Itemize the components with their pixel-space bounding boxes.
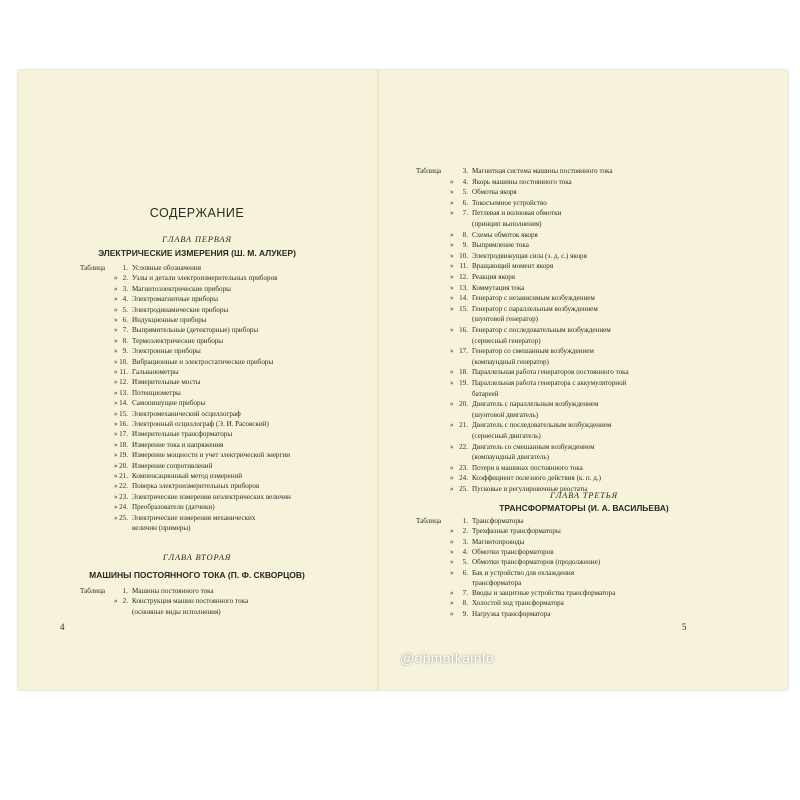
toc-entry-mark: »: [114, 295, 118, 304]
toc-entry-number: 3.: [462, 167, 468, 175]
toc-entry-number: 8.: [462, 230, 468, 239]
toc-entry-number: 2.: [462, 527, 468, 536]
toc-entry-title: Вращающий момент якоря: [472, 262, 554, 271]
toc-entry-number: 10.: [459, 251, 468, 260]
toc-entry-title: величин (примеры): [132, 524, 191, 532]
toc-entry-number: 12.: [119, 378, 128, 387]
toc-entry-mark: »: [450, 262, 454, 271]
toc-entry: [416, 263, 786, 273]
toc-entry-mark: »: [450, 177, 454, 186]
toc-entry: [80, 598, 370, 608]
toc-entry-number: 18.: [119, 440, 128, 449]
toc-entry: [80, 400, 370, 410]
toc-entry: [80, 483, 370, 493]
toc-entry-number: 4.: [122, 295, 128, 304]
chapter-1-title: ЭЛЕКТРИЧЕСКИЕ ИЗМЕРЕНИЯ (Ш. М. АЛУКЕР): [98, 248, 296, 258]
toc-entry-title: Генератор с параллельным возбуждением: [472, 304, 598, 313]
toc-entry-title: Обмотка якоря: [472, 188, 517, 197]
toc-entry-mark: »: [114, 336, 118, 345]
toc-entry-mark: »: [450, 442, 454, 451]
toc-entry-mark: »: [450, 294, 454, 303]
toc-entry: [416, 285, 786, 295]
toc-entry-title: Петлевая и волновая обмотки: [472, 209, 562, 218]
toc-entry: [416, 232, 786, 242]
toc-entry-title: Измерение мощности и учет электрической энергии: [132, 451, 290, 460]
chapter-1-label: ГЛАВА ПЕРВАЯ: [162, 234, 232, 244]
toc-entry-mark: Таблица: [416, 167, 442, 175]
toc-entry-number: 21.: [119, 472, 128, 480]
toc-entry-mark: »: [114, 368, 118, 376]
toc-entry-number: 11.: [119, 368, 128, 376]
toc-entry-title: Электродинамические приборы: [132, 305, 229, 314]
toc-entry-title: (сериесный двигатель): [472, 432, 541, 440]
toc-entry-title: Электронный осциллограф (Э. И. Расовский): [132, 420, 269, 428]
toc-entry-title: Двигатель со смешанным возбуждением: [472, 442, 595, 451]
toc-entry-number: 1.: [122, 264, 128, 272]
toc-entry-number: 12.: [459, 273, 468, 281]
toc-entry: [416, 475, 786, 485]
book-spread: [18, 70, 788, 690]
toc-entry-title: Машины постоянного тока: [132, 587, 214, 595]
toc-entry-number: 7.: [462, 589, 468, 598]
toc-entry: [80, 515, 370, 525]
toc-entry-title: Термоэлектрические приборы: [132, 336, 224, 345]
toc-entry-number: 5.: [462, 558, 468, 567]
toc-entry-number: 19.: [119, 451, 128, 460]
toc-entry-title: Обмотки трансформаторов: [472, 547, 554, 556]
toc-entry-mark: »: [450, 241, 454, 250]
toc-entry-mark: »: [450, 368, 454, 377]
toc-entry-title: Самопишущие приборы: [132, 399, 206, 408]
toc-entry-title: Коммутация тока: [472, 283, 525, 292]
toc-entry-mark: »: [450, 599, 454, 608]
toc-entry: [80, 431, 370, 441]
toc-entry-title: Электрические измерения неэлектрических величин: [132, 492, 291, 501]
toc-entry: [80, 348, 370, 358]
chapter-3-title: ТРАНСФОРМАТОРЫ (И. А. ВАСИЛЬЕВА): [499, 503, 669, 513]
toc-entry-number: 13.: [119, 388, 128, 397]
toc-entry-title: Выпрямительные (детекторные) приборы: [132, 326, 259, 335]
left-page: [18, 70, 376, 690]
toc-entry: [416, 316, 786, 326]
toc-entry-mark: »: [450, 198, 454, 207]
toc-entry: [416, 295, 786, 305]
toc-entry-mark: »: [450, 347, 454, 356]
toc-entry-mark: »: [114, 388, 118, 397]
toc-entry-mark: »: [114, 451, 118, 460]
toc-entry-mark: »: [114, 347, 118, 356]
toc-entry-mark: »: [114, 378, 118, 387]
toc-entry: [416, 380, 786, 390]
page-number-right: 5: [682, 622, 687, 632]
toc-entry-title: Параллельная работа генератора с аккумуляторной: [472, 379, 627, 387]
toc-entry-number: 11.: [459, 262, 468, 271]
toc-entry-mark: »: [450, 589, 454, 598]
toc-entry-title: Магнитоэлектрические приборы: [132, 284, 231, 293]
toc-entry-number: 6.: [462, 568, 468, 577]
toc-entry-mark: »: [114, 440, 118, 449]
toc-entry: [416, 306, 786, 316]
toc-entry-number: 22.: [119, 482, 128, 491]
toc-entry-title: Потенциометры: [132, 388, 181, 397]
toc-entry-number: 3.: [462, 537, 468, 546]
toc-entry-title: Электрические измерения механических: [132, 513, 256, 522]
toc-entry-mark: »: [114, 503, 118, 512]
toc-entry-title: Гальванометры: [132, 368, 179, 376]
toc-entry: [80, 525, 370, 535]
chapter-3-label: ГЛАВА ТРЕТЬЯ: [550, 490, 618, 500]
toc-entry-mark: »: [450, 230, 454, 239]
toc-entry-title: Измерение сопротивлений: [132, 461, 213, 470]
toc-entry-number: 16.: [119, 420, 128, 428]
toc-entry-mark: »: [114, 420, 118, 428]
toc-entry: [80, 379, 370, 389]
toc-entry-title: Измерительные трансформаторы: [132, 430, 233, 439]
toc-entry-mark: Таблица: [416, 517, 442, 525]
toc-entry-title: Реакция якоря: [472, 273, 516, 281]
toc-entry-number: 9.: [462, 609, 468, 618]
toc-entry-number: 23.: [119, 492, 128, 501]
toc-entry-mark: »: [450, 379, 454, 387]
toc-entry-title: Электромеханический осциллограф: [132, 409, 241, 418]
toc-entry: [416, 422, 786, 432]
toc-entry-mark: »: [114, 430, 118, 439]
toc-entry-mark: »: [450, 304, 454, 313]
toc-entry-title: Генератор с последовательным возбуждением: [472, 326, 611, 334]
toc-entry-number: 1.: [122, 587, 128, 595]
toc-entry-title: Пусковые и регулировочные реостаты: [472, 485, 588, 493]
toc-entry: [416, 338, 786, 348]
toc-entry-title: Двигатель с последовательным возбуждением: [472, 421, 612, 430]
toc-entry-number: 24.: [459, 474, 468, 483]
toc-entry-title: Конструкция машин постоянного тока: [132, 597, 249, 606]
toc-entry: [80, 504, 370, 514]
toc-entry: [80, 275, 370, 285]
page-fold: [377, 70, 379, 690]
toc-entry-number: 14.: [119, 399, 128, 408]
toc-entry: [416, 348, 786, 358]
toc-entry-number: 4.: [462, 177, 468, 186]
toc-entry-mark: »: [114, 409, 118, 418]
toc-entry-title: Магнитная система машины постоянного тока: [472, 167, 613, 175]
toc-entry-mark: »: [450, 474, 454, 483]
toc-entry-mark: »: [450, 326, 454, 334]
toc-entry-mark: »: [450, 568, 454, 577]
toc-entry: [416, 465, 786, 475]
toc-entry-number: 22.: [459, 442, 468, 451]
toc-entry-title: Генератор с независимым возбуждением: [472, 294, 595, 303]
toc-entry-mark: »: [114, 597, 118, 606]
toc-entry-title: Электродвижущая сила (э. д. с.) якоря: [472, 251, 587, 260]
toc-entry-title: (шунтовой генератор): [472, 315, 539, 324]
toc-entry-title: Магнитопроводы: [472, 537, 525, 546]
toc-entry-number: 15.: [119, 409, 128, 418]
toc-entry-title: Электромагнитные приборы: [132, 295, 219, 304]
toc-entry-mark: Таблица: [80, 264, 106, 272]
toc-entry: [416, 168, 786, 178]
toc-entry-number: 19.: [459, 379, 468, 387]
toc-entry-number: 2.: [122, 274, 128, 283]
toc-entry-mark: »: [114, 482, 118, 491]
toc-entry-number: 6.: [122, 316, 128, 324]
toc-entry-title: Преобразователи (датчики): [132, 503, 215, 512]
toc-entry: [416, 412, 786, 422]
toc-entry-number: 16.: [459, 326, 468, 334]
toc-entry-mark: »: [450, 609, 454, 618]
toc-entry-mark: »: [450, 273, 454, 281]
toc-entry-mark: Таблица: [80, 587, 106, 595]
toc-entry: [80, 452, 370, 462]
toc-entry: [416, 433, 786, 443]
toc-entry-number: 7.: [122, 326, 128, 335]
toc-entry: [416, 600, 786, 610]
toc-entry-title: Коэффициент полезного действия (к. п. д.): [472, 474, 602, 483]
toc-entry-mark: »: [450, 463, 454, 472]
toc-entry-title: Поверка электроизмерительных приборов: [132, 482, 260, 491]
toc-entry: [416, 242, 786, 252]
toc-entry-title: Параллельная работа генераторов постоянного тока: [472, 368, 629, 377]
toc-entry-mark: »: [450, 527, 454, 536]
toc-entry-mark: »: [114, 492, 118, 501]
toc-entry: [416, 401, 786, 411]
toc-entry-mark: »: [114, 357, 118, 366]
toc-entry-title: Двигатель с параллельным возбуждением: [472, 400, 599, 409]
toc-entry-title: (компаундный двигатель): [472, 453, 550, 462]
toc-entry-title: Трансформаторы: [472, 517, 524, 525]
toc-entry: [80, 296, 370, 306]
toc-entry-title: Холостой ход трансформатора: [472, 599, 564, 608]
toc-entry-number: 1.: [462, 517, 468, 525]
toc-entry-title: (основные виды исполнения): [132, 607, 221, 616]
toc-entry: [416, 559, 786, 569]
toc-entry-number: 25.: [119, 513, 128, 522]
toc-entry: [416, 200, 786, 210]
toc-entry-number: 21.: [459, 421, 468, 430]
toc-entry-mark: »: [450, 283, 454, 292]
toc-entry-title: Выпрямление тока: [472, 241, 529, 250]
toc-entry-number: 10.: [119, 357, 128, 366]
toc-entry-title: Трехфазные трансформаторы: [472, 527, 561, 536]
toc-entry-number: 5.: [462, 188, 468, 197]
toc-entry: [416, 179, 786, 189]
toc-entry-title: (сериесный генератор): [472, 336, 541, 345]
toc-entry-title: батареей: [472, 389, 499, 398]
toc-entry-number: 20.: [459, 400, 468, 409]
toc-entry-mark: »: [450, 209, 454, 218]
toc-entry-mark: »: [114, 461, 118, 470]
toc-entry-number: 13.: [459, 283, 468, 292]
toc-entry-title: Электронные приборы: [132, 347, 201, 356]
toc-entry-number: 8.: [122, 336, 128, 345]
toc-entry: [416, 359, 786, 369]
watermark: @obmotkainfo: [400, 650, 495, 666]
toc-entry-title: Узлы и детали электроизмерительных приборов: [132, 274, 278, 283]
toc-entry-title: трансформатора: [472, 578, 522, 587]
toc-entry-title: Компенсационный метод измерений: [132, 472, 243, 480]
toc-entry-title: Измерительные мосты: [132, 378, 201, 387]
toc-entry-title: Схемы обмоток якоря: [472, 230, 538, 239]
toc-entry: [416, 528, 786, 538]
toc-entry-number: 3.: [122, 284, 128, 293]
toc-entry-title: Генератор со смешанным возбуждением: [472, 347, 594, 356]
toc-entry-number: 2.: [122, 597, 128, 606]
right-page: [380, 70, 788, 690]
toc-entry: [416, 327, 786, 337]
toc-entry-mark: »: [450, 251, 454, 260]
toc-entry-mark: »: [450, 421, 454, 430]
toc-entry-title: Измерение тока и напряжения: [132, 440, 224, 449]
toc-entry: [416, 391, 786, 401]
toc-entry-number: 20.: [119, 461, 128, 470]
toc-entry: [80, 327, 370, 337]
toc-entry: [416, 274, 786, 284]
toc-entry-mark: »: [114, 284, 118, 293]
toc-entry-title: Индукционные приборы: [132, 316, 207, 324]
chapter-2-title: МАШИНЫ ПОСТОЯННОГО ТОКА (П. Ф. СКВОРЦОВ): [89, 570, 305, 580]
toc-entry-number: 24.: [119, 503, 128, 512]
toc-entry-mark: »: [450, 188, 454, 197]
toc-entry-number: 6.: [462, 198, 468, 207]
toc-entry: [416, 189, 786, 199]
toc-entry-number: 17.: [459, 347, 468, 356]
toc-entry-number: 15.: [459, 304, 468, 313]
contents-heading: СОДЕРЖАНИЕ: [149, 206, 245, 220]
toc-entry-title: Обмотки трансформаторов (продолжение): [472, 558, 601, 567]
toc-entry-number: 9.: [122, 347, 128, 356]
toc-entry-mark: »: [114, 472, 118, 480]
toc-entry-mark: »: [450, 558, 454, 567]
toc-entry: [416, 369, 786, 379]
toc-entry-number: 25.: [459, 485, 468, 493]
toc-entry-title: (шунтовой двигатель): [472, 410, 539, 419]
toc-entry-title: Токосъемное устройство: [472, 198, 547, 207]
toc-entry-title: (компаундный генератор): [472, 357, 549, 366]
toc-entry: [416, 210, 786, 220]
toc-entry-mark: »: [114, 399, 118, 408]
toc-entry-mark: »: [114, 274, 118, 283]
toc-entry-number: 5.: [122, 305, 128, 314]
page-number-left: 4: [60, 622, 65, 632]
toc-entry-title: (принцип выполнения): [472, 220, 542, 228]
toc-entry-number: 9.: [462, 241, 468, 250]
toc-entry-title: Вибрационные и электростатические приборы: [132, 357, 274, 366]
toc-entry-mark: »: [450, 547, 454, 556]
toc-entry-mark: »: [114, 305, 118, 314]
toc-entry-title: Нагрузка трансформатора: [472, 609, 551, 618]
toc-entry: [80, 609, 370, 619]
toc-entry-title: Вводы и защитные устройства трансформатора: [472, 589, 616, 598]
toc-entry-number: 8.: [462, 599, 468, 608]
toc-entry: [416, 570, 786, 580]
toc-entry-number: 14.: [459, 294, 468, 303]
toc-entry-number: 7.: [462, 209, 468, 218]
toc-entry-mark: »: [450, 537, 454, 546]
toc-entry-mark: »: [450, 485, 454, 493]
toc-entry-number: 4.: [462, 547, 468, 556]
toc-entry: [416, 253, 786, 263]
toc-entry-title: Якорь машины постоянного тока: [472, 177, 572, 186]
toc-entry-mark: »: [114, 326, 118, 335]
toc-entry-number: 18.: [459, 368, 468, 377]
toc-entry: [416, 611, 786, 621]
toc-entry: [416, 221, 786, 231]
chapter-2-label: ГЛАВА ВТОРАЯ: [162, 552, 232, 562]
toc-entry-mark: »: [450, 400, 454, 409]
toc-entry: [416, 454, 786, 464]
toc-entry-title: Потери в машинах постоянного тока: [472, 463, 583, 472]
toc-entry-mark: »: [114, 316, 118, 324]
toc-entry-number: 23.: [459, 463, 468, 472]
toc-entry-title: Бак и устройство для охлаждения: [472, 568, 574, 577]
toc-entry: [416, 444, 786, 454]
toc-entry-title: Условные обозначения: [132, 264, 201, 272]
toc-entry-mark: »: [114, 513, 118, 522]
toc-entry-number: 17.: [119, 430, 128, 439]
